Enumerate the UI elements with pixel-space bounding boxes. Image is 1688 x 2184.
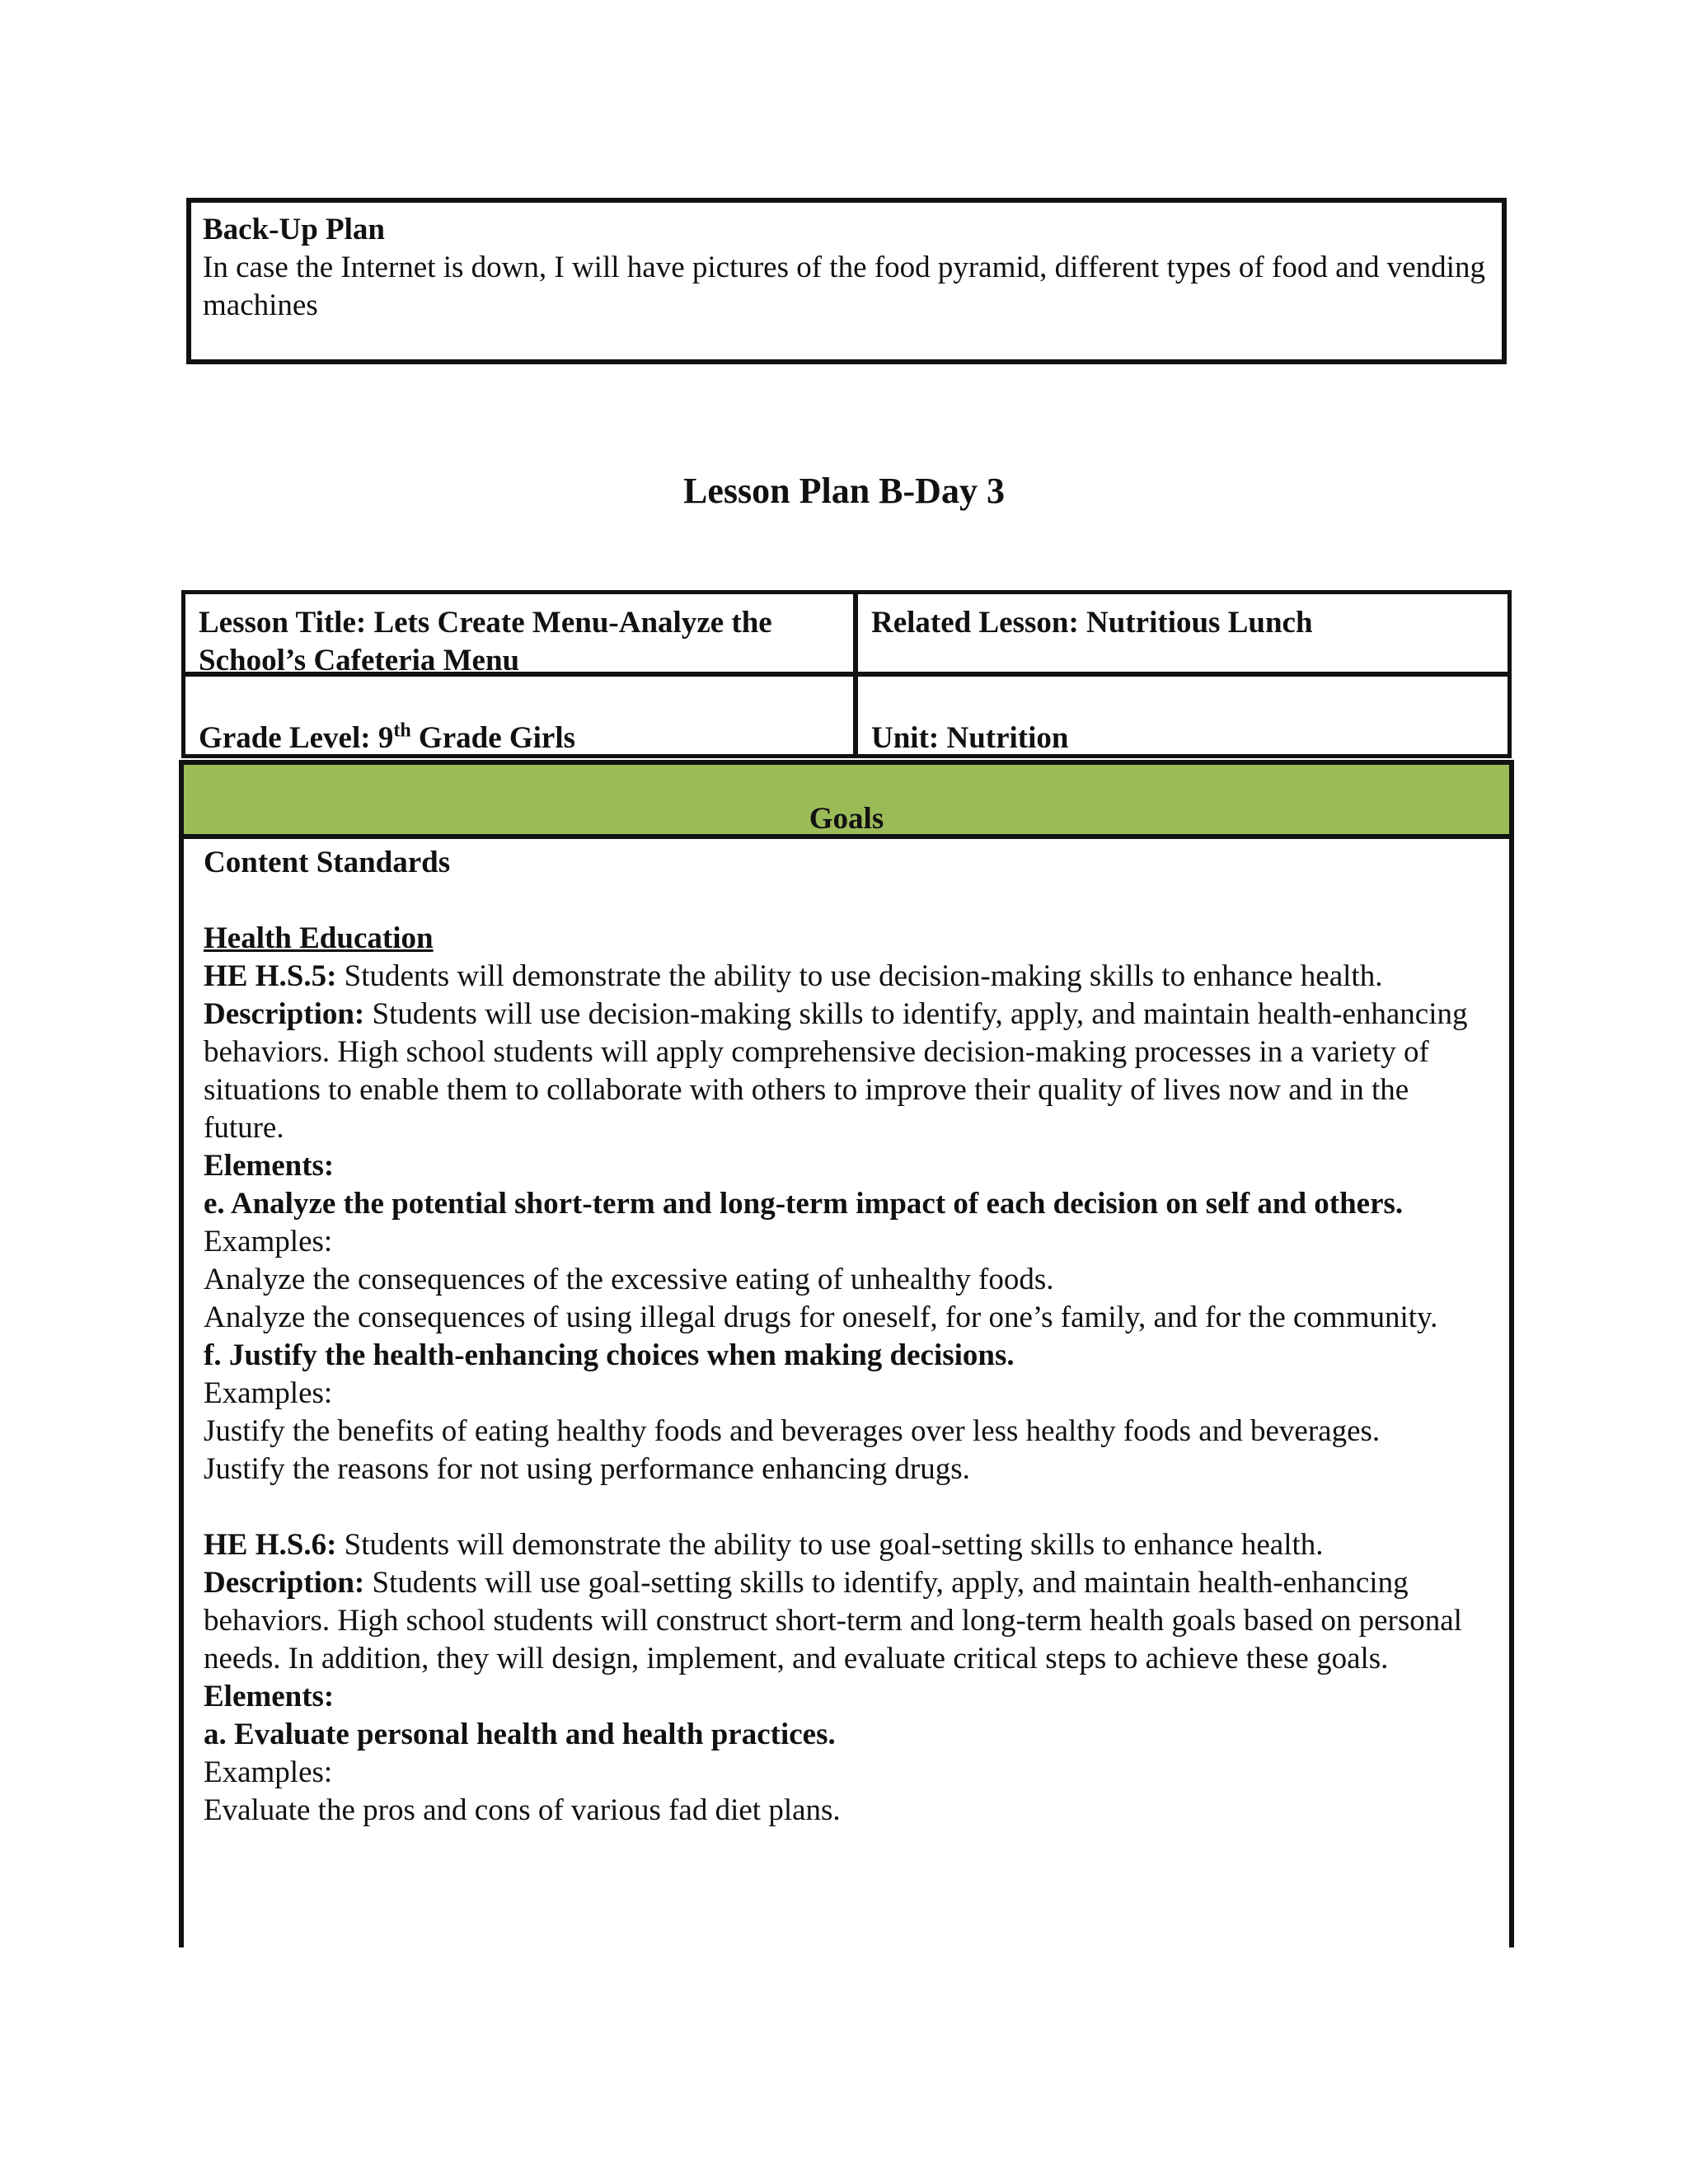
hs6-example-a1: Evaluate the pros and cons of various fad diet plans. <box>204 1793 841 1827</box>
grade-level-suffix: th <box>393 719 411 742</box>
unit-cell <box>854 673 1512 758</box>
health-education-heading: Health Education <box>204 921 434 955</box>
hs5-standard <box>204 958 1489 996</box>
hs5-examples-label-e: Examples: <box>204 1225 333 1258</box>
hs6-description <box>204 1564 1489 1678</box>
unit-label: Unit: <box>871 721 940 755</box>
hs6-statement: Students will demonstrate the ability to use goal-setting skills to enhance health. <box>344 1528 1324 1562</box>
hs5-element-e: e. Analyze the potential short-term and long-term impact of each decision on self and others. <box>204 1187 1404 1221</box>
hs6-code: HE H.S.6: <box>204 1528 337 1562</box>
hs5-example-f1: Justify the benefits of eating healthy foods and beverages over less healthy foods and beverages. <box>204 1414 1381 1448</box>
goals-header: Goals <box>179 760 1514 839</box>
lesson-title-label: Lesson Title: <box>199 606 367 640</box>
related-lesson-value: Nutritious Lunch <box>1086 606 1313 640</box>
lesson-title-value: Lets Create Menu-Analyze the School’s Cafeteria Menu <box>199 606 772 677</box>
content-standards-heading: Content Standards <box>204 846 451 879</box>
unit-value: Nutrition <box>946 721 1069 755</box>
hs5-example-e1: Analyze the consequences of the excessive eating of unhealthy foods. <box>204 1263 1054 1296</box>
backup-plan-box <box>186 198 1507 364</box>
hs5-example-f2: Justify the reasons for not using performance enhancing drugs. <box>204 1452 970 1486</box>
page-title: Lesson Plan B-Day 3 <box>683 471 1005 511</box>
related-lesson-cell <box>854 590 1512 676</box>
grade-level-cell <box>181 673 857 758</box>
backup-plan-text: In case the Internet is down, I will have pictures of the food pyramid, different types of food and vending machines <box>203 251 1485 322</box>
grade-level-label: Grade Level: <box>199 721 371 755</box>
backup-plan-heading: Back-Up Plan <box>203 213 386 246</box>
hs6-description-text: Students will use goal-setting skills to identify, apply, and maintain health-enhancing behaviors. High school students will construct short-term and long-term health goals based on personal needs. In addition, they will design, implement, and evaluate critical steps to achieve these goals. <box>204 1566 1462 1675</box>
hs6-element-a: a. Evaluate personal health and health practices. <box>204 1718 836 1751</box>
hs5-description-label: Description: <box>204 997 365 1031</box>
related-lesson-label: Related Lesson: <box>871 606 1079 640</box>
hs5-description-text: Students will use decision-making skills to identify, apply, and maintain health-enhancing behaviors. High school students will apply comprehensive decision-making processes in a variety of situations to enable them to collaborate with others to improve their quality of lives now and in the future. <box>204 997 1468 1145</box>
hs5-code: HE H.S.5: <box>204 959 337 993</box>
hs5-element-f: f. Justify the health-enhancing choices when making decisions. <box>204 1338 1015 1372</box>
hs6-standard <box>204 1526 1489 1564</box>
hs5-statement: Students will demonstrate the ability to use decision-making skills to enhance health. <box>344 959 1383 993</box>
lesson-title-cell <box>181 590 857 676</box>
hs5-example-e2: Analyze the consequences of using illegal drugs for oneself, for one’s family, and for the community. <box>204 1301 1438 1334</box>
hs6-examples-label-a: Examples: <box>204 1755 333 1789</box>
hs6-description-label: Description: <box>204 1566 365 1600</box>
hs5-elements-label: Elements: <box>204 1149 335 1183</box>
goals-content <box>179 839 1514 1947</box>
hs6-elements-label: Elements: <box>204 1680 335 1713</box>
grade-level-value: Grade Girls <box>418 721 576 755</box>
grade-level-number: 9 <box>377 721 394 755</box>
hs5-description <box>204 996 1489 1147</box>
hs5-examples-label-f: Examples: <box>204 1376 333 1410</box>
